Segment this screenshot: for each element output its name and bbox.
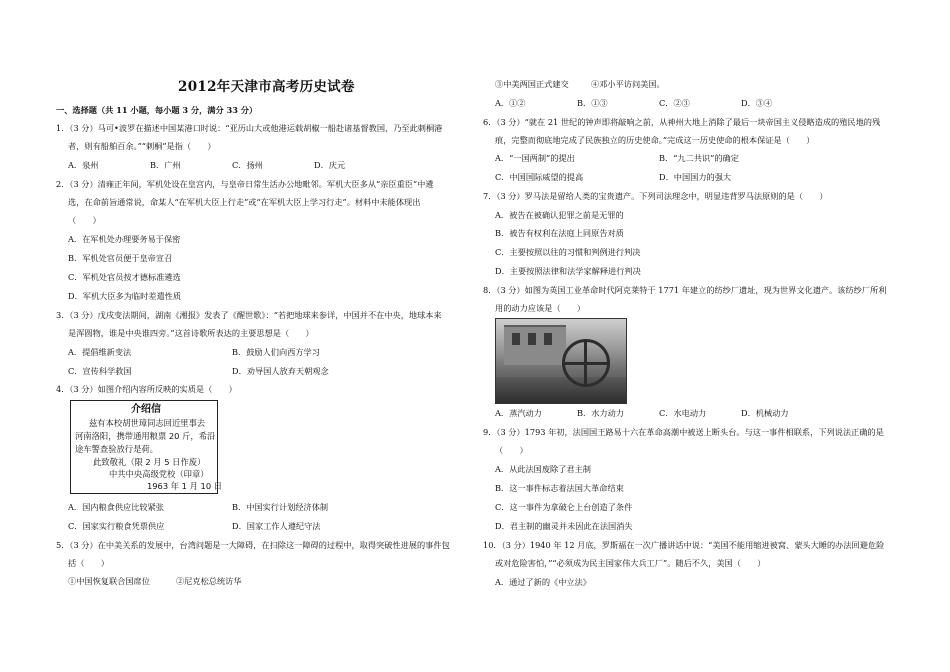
question-4-option-d[interactable]: D．国家工作人遵纪守法 bbox=[232, 521, 321, 531]
question-5-item-1: ①中国恢复联合国席位 bbox=[68, 576, 150, 586]
introduction-letter-image bbox=[70, 400, 223, 494]
question-3-line-1: 3．（3 分）戊戌变法期间，湖南《湘报》发表了《醒世歌》：“若把地球来参详，中国并不在中央，地球本来 bbox=[56, 310, 442, 320]
question-6-option-b[interactable]: B．“九二共识”的确定 bbox=[659, 153, 739, 163]
question-10-line-2: 或对危险害怕，”“必须成为民主国家伟大兵工厂”。随后不久，美国（ ） bbox=[495, 558, 766, 568]
section-heading: 一、选择题（共 11 小题，每小题 3 分，满分 33 分） bbox=[56, 105, 258, 115]
question-2-option-a[interactable]: A．在军机处办理要务易于保密 bbox=[68, 234, 181, 244]
question-2-option-c[interactable]: C．军机处官员按才德标准遴选 bbox=[68, 272, 181, 282]
question-10-option-a[interactable]: A．通过了新的《中立法》 bbox=[495, 577, 591, 587]
question-5-item-4: ④邓小平访问美国。 bbox=[591, 79, 665, 89]
question-6-option-a[interactable]: A．“一国两制”的提出 bbox=[495, 153, 575, 163]
question-3-line-2: 是浑圆物，谁是中央谁四旁。”这首诗歌所表达的主要思想是（ ） bbox=[68, 328, 314, 338]
question-9-option-c[interactable]: C．这一事件为拿破仑上台创造了条件 bbox=[495, 502, 633, 512]
question-4-option-c[interactable]: C．国家实行粮食凭票供应 bbox=[68, 521, 165, 531]
question-1-option-d[interactable]: D．庆元 bbox=[314, 160, 346, 170]
question-7-option-c[interactable]: C．主要按照以往的习惯和判例进行判决 bbox=[495, 247, 641, 257]
question-5-option-a[interactable]: A．①② bbox=[495, 98, 526, 108]
question-5-option-d[interactable]: D．③④ bbox=[741, 98, 773, 108]
letter-line-6: 1963 年 1 月 10 日 bbox=[147, 481, 223, 491]
question-2-line-1: 2．（3 分）清雍正年间，军机处设在皇宫内，与皇帝日常生活办公地毗邻。军机大臣多从“亲臣重臣”中遴 bbox=[56, 179, 434, 189]
question-6-line-2: 痕，完整而彻底地完成了民族独立的历史使命。”完成这一历史使命的根本保证是（ ） bbox=[495, 135, 815, 145]
question-2-line-3: （ ） bbox=[68, 215, 101, 225]
question-7-option-b[interactable]: B．被告有权利在法庭上同原告对质 bbox=[495, 228, 624, 238]
question-1-line-2: 者，则有船舶百余。”“刺桐”是指（ ） bbox=[68, 141, 216, 151]
question-5-item-2: ②尼克松总统访华 bbox=[176, 576, 242, 586]
letter-line-2: 河南洛阳，携带通用粮票 20 斤，希沿 bbox=[75, 431, 216, 441]
question-3-option-a[interactable]: A．提倡维新变法 bbox=[68, 347, 132, 357]
question-10-line-1: 10．（3 分）1940 年 12 月底，罗斯福在一次广播讲话中说：“美国不能用缩进被窝、蒙头大睡的办法回避危险 bbox=[483, 540, 885, 550]
question-4-option-b[interactable]: B．中国实行计划经济体制 bbox=[232, 502, 329, 512]
question-3-option-d[interactable]: D．劝导国人放弃天朝观念 bbox=[232, 366, 329, 376]
question-5-line-2: 括（ ） bbox=[68, 558, 109, 568]
question-7-option-a[interactable]: A．被告在被确认犯罪之前是无罪的 bbox=[495, 210, 624, 220]
question-2-option-d[interactable]: D．军机大臣多为临时差遣性质 bbox=[68, 291, 182, 301]
question-9-line-2: （ ） bbox=[495, 445, 528, 455]
question-9-option-d[interactable]: D．君主制的幽灵并未因此在法国消失 bbox=[495, 521, 633, 531]
question-3-option-b[interactable]: B．鼓励人们向西方学习 bbox=[232, 347, 320, 357]
question-4-option-a[interactable]: A．国内粮食供应比较紧张 bbox=[68, 502, 164, 512]
question-1-line-1: 1．（3 分）马可•波罗在描述中国某港口时说：“亚历山大或他港运载胡椒一船赴诸基督教国，乃至此刺桐港 bbox=[56, 123, 443, 133]
question-8-option-a[interactable]: A．蒸汽动力 bbox=[495, 408, 542, 418]
question-2-line-2: 选，在命前旨通常说，命某人“在军机大臣上行走”或“在军机大臣上学习行走”。材料中未能体现出 bbox=[68, 197, 421, 207]
question-8-option-b[interactable]: B．水力动力 bbox=[577, 408, 624, 418]
question-1-option-c[interactable]: C．扬州 bbox=[232, 160, 263, 170]
question-8-option-c[interactable]: C．水电动力 bbox=[659, 408, 707, 418]
question-5-item-3: ③中美两国正式建交 bbox=[495, 79, 569, 89]
question-8-option-d[interactable]: D．机械动力 bbox=[741, 408, 789, 418]
question-8-line-1: 8．（3 分）如图为英国工业革命时代阿克莱特于 1771 年建立的纺纱厂遗址，现为世界文化遗产。该纺纱厂所利 bbox=[483, 285, 887, 295]
question-3-option-c[interactable]: C．宣传科学救国 bbox=[68, 366, 132, 376]
question-8-line-2: 用的动力应该是（ ） bbox=[495, 303, 586, 313]
spinning-mill-photo bbox=[495, 318, 627, 404]
letter-line-1: 兹有本校胡世璋同志回近里事去 bbox=[89, 418, 206, 428]
paper-title: 2012年天津市高考历史试卷 bbox=[178, 79, 355, 95]
question-6-option-c[interactable]: C．中国国际威望的提高 bbox=[495, 172, 584, 182]
question-4-line-1: 4．（3 分）如图介绍内容所反映的实质是（ ） bbox=[56, 384, 237, 394]
question-1-option-a[interactable]: A．泉州 bbox=[68, 160, 99, 170]
question-6-line-1: 6．（3 分）“就在 21 世纪的钟声即将敲响之前，从神州大地上消除了最后一块帝国主义侵略造成的殖民地的残 bbox=[483, 117, 881, 127]
question-5-line-1: 5．（3 分）在中美关系的发展中，台湾问题是一大障碍，在扫除这一障碍的过程中，取得突破性进展的事件包 bbox=[56, 540, 450, 550]
question-7-option-d[interactable]: D．主要按照法律和法学家解释进行判决 bbox=[495, 266, 641, 276]
question-5-option-b[interactable]: B．①③ bbox=[577, 98, 608, 108]
question-5-option-c[interactable]: C．②③ bbox=[659, 98, 690, 108]
question-9-option-a[interactable]: A．从此法国废除了君主制 bbox=[495, 464, 591, 474]
letter-line-4: 此致敬礼（限 2 月 5 日作废） bbox=[93, 457, 206, 467]
question-7-line-1: 7．（3 分）罗马法是留给人类的宝贵遗产。下列司法理念中，明显违背罗马法原则的是（ ） bbox=[483, 191, 828, 201]
question-1-option-b[interactable]: B．广州 bbox=[150, 160, 181, 170]
question-9-line-1: 9．（3 分）1793 年初，法国国王路易十六在革命高潮中被送上断头台。与这一事件相联系，下列说法正确的是 bbox=[483, 427, 884, 437]
letter-line-5: 中共中央高级党校（印章） bbox=[109, 469, 209, 479]
letter-title: 介绍信 bbox=[131, 404, 161, 415]
question-6-option-d[interactable]: D．中国国力的强大 bbox=[659, 172, 732, 182]
question-9-option-b[interactable]: B．这一事件标志着法国大革命结束 bbox=[495, 483, 624, 493]
letter-line-3: 途车警查验放行是荷。 bbox=[75, 444, 158, 454]
question-2-option-b[interactable]: B．军机处官员便于皇帝宣召 bbox=[68, 253, 173, 263]
